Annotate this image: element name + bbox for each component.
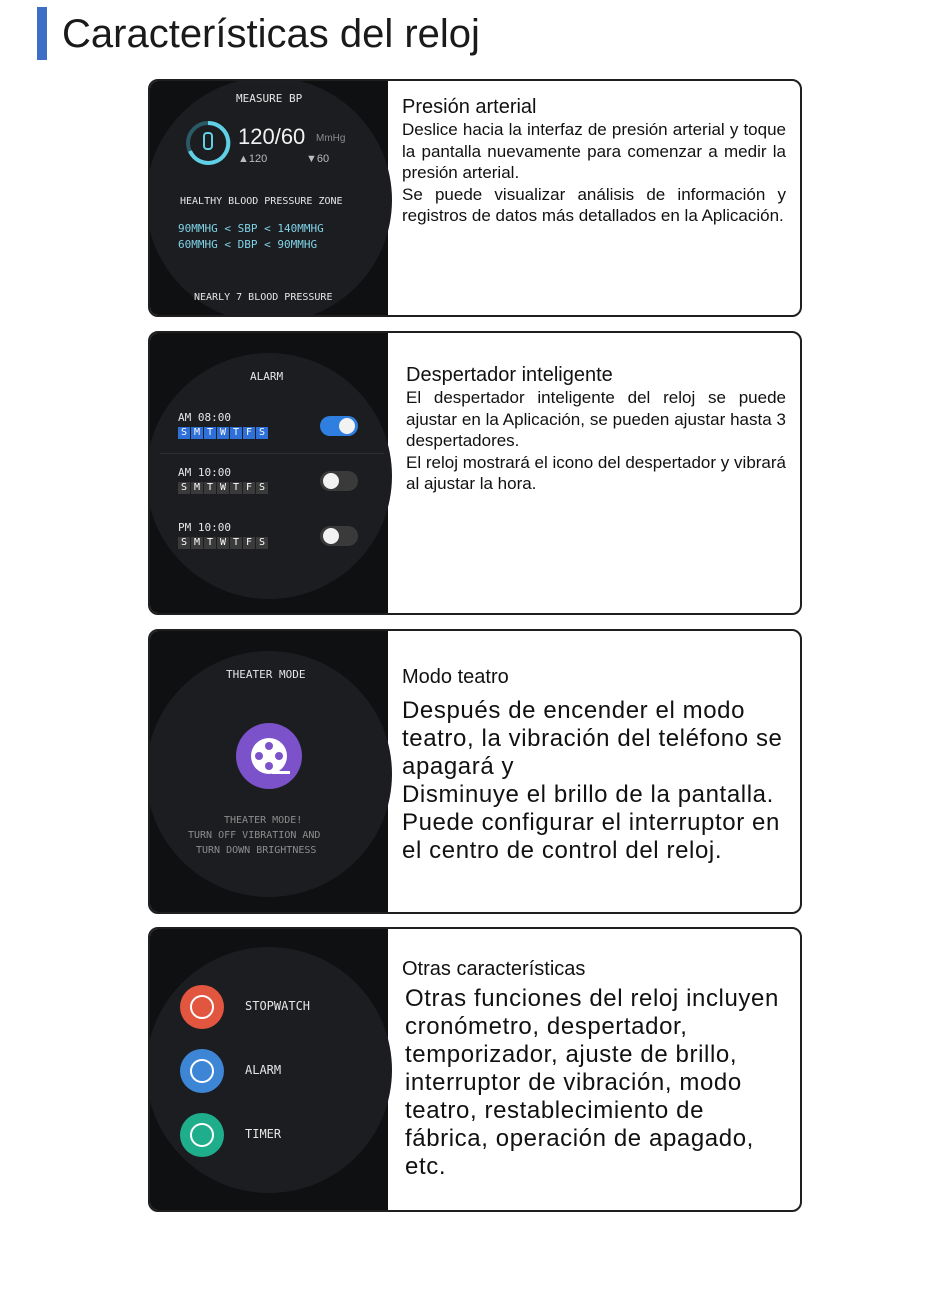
stopwatch-icon[interactable] bbox=[180, 985, 224, 1029]
alarm-toggle-on[interactable] bbox=[320, 416, 358, 436]
bp-footer: NEARLY 7 BLOOD PRESSURE bbox=[194, 292, 333, 303]
bp-dbp-range: 60MMHG < DBP < 90MMHG bbox=[178, 238, 318, 251]
alarm-toggle-off[interactable] bbox=[320, 526, 358, 546]
card-title: Otras características bbox=[402, 958, 586, 980]
card-other-features bbox=[148, 927, 802, 1212]
card-smart-alarm bbox=[148, 331, 802, 615]
watch-screen-theater bbox=[150, 631, 388, 912]
alarm-days: S M T W T F S bbox=[178, 537, 268, 549]
alarm-time: AM 10:00 bbox=[178, 466, 231, 479]
alarm-toggle-off[interactable] bbox=[320, 471, 358, 491]
title-accent-bar bbox=[37, 7, 47, 60]
card-body: Después de encender el modo teatro, la vibración del teléfono se apagará y Disminuye el brillo de la pantalla. Puede configurar el interruptor en el centro de control del reloj. bbox=[402, 697, 783, 864]
bp-reading: 120/60 bbox=[238, 124, 306, 149]
heart-rate-gauge-icon bbox=[184, 119, 232, 167]
film-reel-icon bbox=[236, 723, 302, 789]
page-title: Características del reloj bbox=[62, 12, 480, 56]
theater-caption-3: TURN DOWN BRIGHTNESS bbox=[196, 845, 317, 856]
bp-unit: MmHg bbox=[316, 133, 346, 144]
app-label[interactable]: TIMER bbox=[245, 1127, 282, 1141]
timer-icon[interactable] bbox=[180, 1113, 224, 1157]
bp-header: MEASURE BP bbox=[236, 92, 303, 105]
alarm-time: PM 10:00 bbox=[178, 521, 231, 534]
card-theater-mode bbox=[148, 629, 802, 914]
theater-caption-2: TURN OFF VIBRATION AND bbox=[188, 830, 321, 841]
card-title: Modo teatro bbox=[402, 666, 509, 688]
card-body: El despertador inteligente del reloj se puede ajustar en la Aplicación, se pueden ajustar hasta 3 despertadores. El reloj mostrará el icono del despertador y vibrará al ajustar la hora. bbox=[406, 388, 786, 493]
watch-screen-apps bbox=[150, 929, 388, 1210]
app-label[interactable]: ALARM bbox=[245, 1063, 282, 1077]
watch-screen-alarm bbox=[150, 333, 388, 613]
watch-screen-blood-pressure bbox=[150, 81, 388, 315]
card-body: Deslice hacia la interfaz de presión arterial y toque la pantalla nuevamente para comenzar a medir la presión arterial. Se puede visualizar análisis de información y registros de datos más detallados en la Aplicación. bbox=[402, 120, 786, 225]
card-body: Otras funciones del reloj incluyen cronómetro, despertador, temporizador, ajuste de brillo, interruptor de vibración, modo teatro, restablecimiento de fábrica, operación de apagado, etc. bbox=[405, 985, 779, 1180]
card-blood-pressure bbox=[148, 79, 802, 317]
alarm-header: ALARM bbox=[250, 370, 284, 383]
bp-dbp: ▼60 bbox=[306, 153, 330, 165]
alarm-days: S M T W T F S bbox=[178, 482, 268, 494]
theater-header: THEATER MODE bbox=[226, 668, 306, 681]
card-title: Presión arterial bbox=[402, 96, 537, 118]
bp-sbp: ▲120 bbox=[238, 153, 268, 165]
alarm-clock-icon[interactable] bbox=[180, 1049, 224, 1093]
bp-zone-title: HEALTHY BLOOD PRESSURE ZONE bbox=[180, 196, 343, 207]
alarm-time: AM 08:00 bbox=[178, 411, 231, 424]
app-label[interactable]: STOPWATCH bbox=[245, 999, 311, 1013]
alarm-days: S M T W T F S bbox=[178, 427, 268, 439]
theater-caption-1: THEATER MODE! bbox=[224, 815, 303, 826]
card-title: Despertador inteligente bbox=[406, 364, 613, 386]
bp-sbp-range: 90MMHG < SBP < 140MMHG bbox=[178, 222, 324, 235]
divider bbox=[160, 453, 384, 454]
